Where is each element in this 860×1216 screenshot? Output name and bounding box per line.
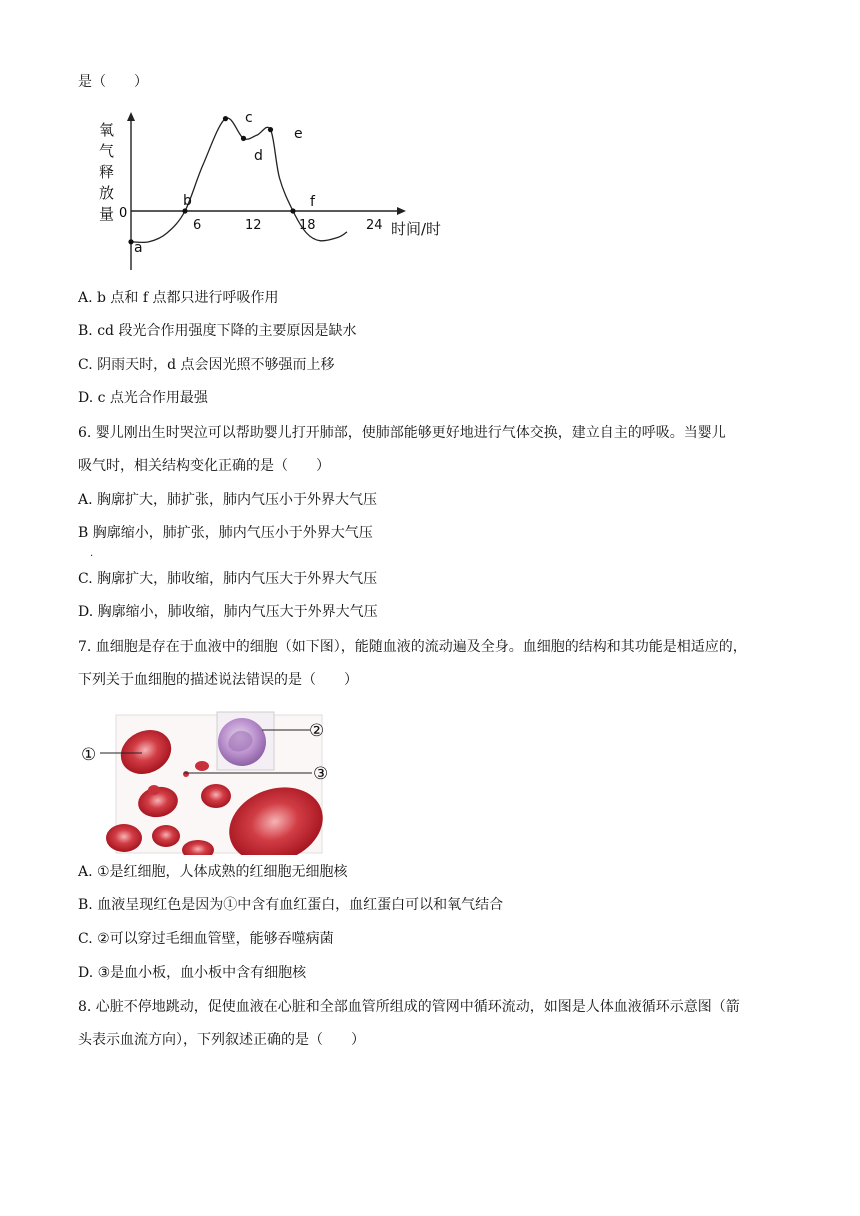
x-axis-arrow	[397, 207, 406, 215]
point-label-a: a	[134, 240, 143, 256]
q7-stem-line2: 下列关于血细胞的描述说法错误的是（ ）	[78, 672, 358, 688]
curve-point-d	[241, 136, 246, 141]
q6-option-b: B 胸廓缩小，肺扩张，肺内气压小于外界大气压	[78, 525, 373, 541]
q7-option-d: D. ③是血小板，血小板中含有细胞核	[78, 965, 307, 981]
x-axis-label: 时间/时	[391, 220, 442, 238]
curve-point-e	[268, 127, 273, 132]
q7-stem-line1: 7. 血细胞是存在于血液中的细胞（如下图），能随血液的流动遍及全身。血细胞的结构和其功能是相适应的，	[78, 639, 747, 655]
q7-option-a: A. ①是红细胞，人体成熟的红细胞无细胞核	[78, 864, 348, 880]
red-blood-cell	[152, 825, 180, 847]
point-label-c: c	[245, 110, 253, 126]
q5-tail-text: 是（ ）	[78, 74, 148, 90]
label-2: ②	[309, 721, 325, 741]
y-axis-label	[99, 121, 114, 223]
curve-point-c	[223, 116, 228, 121]
y-label-char: 释	[99, 163, 115, 181]
q7-option-b: B. 血液呈现红色是因为①中含有血红蛋白，血红蛋白可以和氧气结合	[78, 897, 504, 913]
platelet	[195, 761, 209, 771]
curve-point-f	[290, 208, 295, 213]
curve-point-b	[182, 208, 187, 213]
q6-option-c: C. 胸廓扩大，肺收缩，肺内气压大于外界大气压	[78, 571, 378, 587]
q7-option-c: C. ②可以穿过毛细血管壁，能够吞噬病菌	[78, 931, 334, 947]
q6-option-d: D. 胸廓缩小，肺收缩，肺内气压大于外界大气压	[78, 604, 378, 620]
red-blood-cell	[148, 785, 160, 795]
curve-point-a	[128, 239, 133, 244]
label-3: ③	[313, 764, 329, 784]
q5-option-a: A. b 点和 f 点都只进行呼吸作用	[78, 290, 279, 306]
blood-cells-figure	[80, 710, 350, 855]
q8-stem-line2: 头表示血流方向），下列叙述正确的是（ ）	[78, 1032, 365, 1048]
label-1: ①	[81, 745, 97, 765]
point-label-f: f	[310, 194, 315, 210]
q5-option-d: D. c 点光合作用最强	[78, 390, 208, 406]
q5-option-b: B. cd 段光合作用强度下降的主要原因是缺水	[78, 323, 357, 339]
q5-option-c: C. 阴雨天时，d 点会因光照不够强而上移	[78, 357, 335, 373]
origin-label: 0	[119, 206, 128, 221]
red-blood-cell	[106, 824, 142, 852]
y-axis-arrow	[127, 112, 135, 121]
point-label-e: e	[294, 126, 303, 142]
red-blood-cell	[201, 784, 231, 808]
y-label-char: 放	[99, 184, 115, 202]
y-label-char: 氧	[99, 121, 115, 139]
x-tick-label: 6	[193, 218, 202, 233]
y-label-char: 量	[99, 205, 115, 223]
oxygen-release-graph	[90, 108, 470, 278]
q6-stem-line1: 6. 婴儿刚出生时哭泣可以帮助婴儿打开肺部，使肺部能够更好地进行气体交换，建立自主的呼吸。当婴儿	[78, 425, 726, 441]
q8-stem-line1: 8. 心脏不停地跳动，促使血液在心脏和全部血管所组成的管网中循环流动，如图是人体血液循环示意图（箭	[78, 999, 740, 1015]
platelet	[183, 771, 189, 777]
q6-option-a: A. 胸廓扩大，肺扩张，肺内气压小于外界大气压	[78, 492, 378, 508]
x-tick-label: 24	[366, 218, 383, 233]
point-label-d: d	[254, 148, 263, 164]
x-tick-label: 12	[245, 218, 262, 233]
point-label-b: b	[183, 193, 192, 209]
stray-dot: .	[90, 548, 94, 559]
q6-stem-line2: 吸气时，相关结构变化正确的是（ ）	[78, 458, 330, 474]
y-label-char: 气	[99, 142, 115, 160]
x-tick-label: 18	[299, 218, 316, 233]
